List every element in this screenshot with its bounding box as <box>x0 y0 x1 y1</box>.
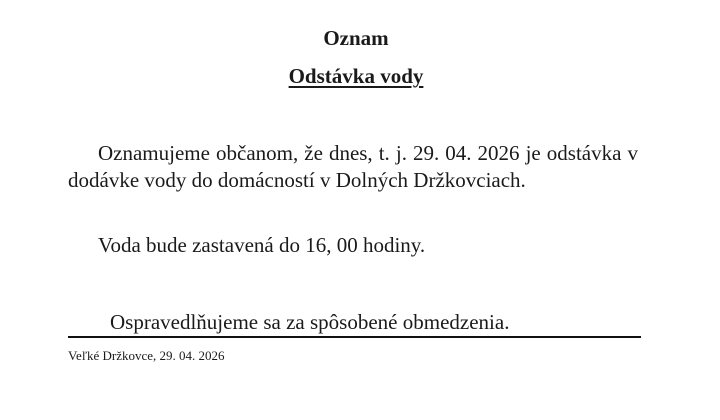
divider-line <box>68 336 641 338</box>
apology-text: Ospravedlňujeme sa za spôsobené obmedzenia. <box>110 310 510 334</box>
document-subtitle: Odstávka vody <box>288 64 424 88</box>
document-title: Oznam <box>323 26 389 50</box>
water-stop-time-paragraph: Voda bude zastavená do 16, 00 hodiny. <box>98 233 426 257</box>
place-date-footer: Veľké Držkovce, 29. 04. 2026 <box>68 348 225 363</box>
announcement-paragraph: Oznamujeme občanom, že dnes, t. j. 29. 04. 2026 je odstávka v dodávke vody do domácností v Dolných Držkovciach. <box>68 141 638 192</box>
